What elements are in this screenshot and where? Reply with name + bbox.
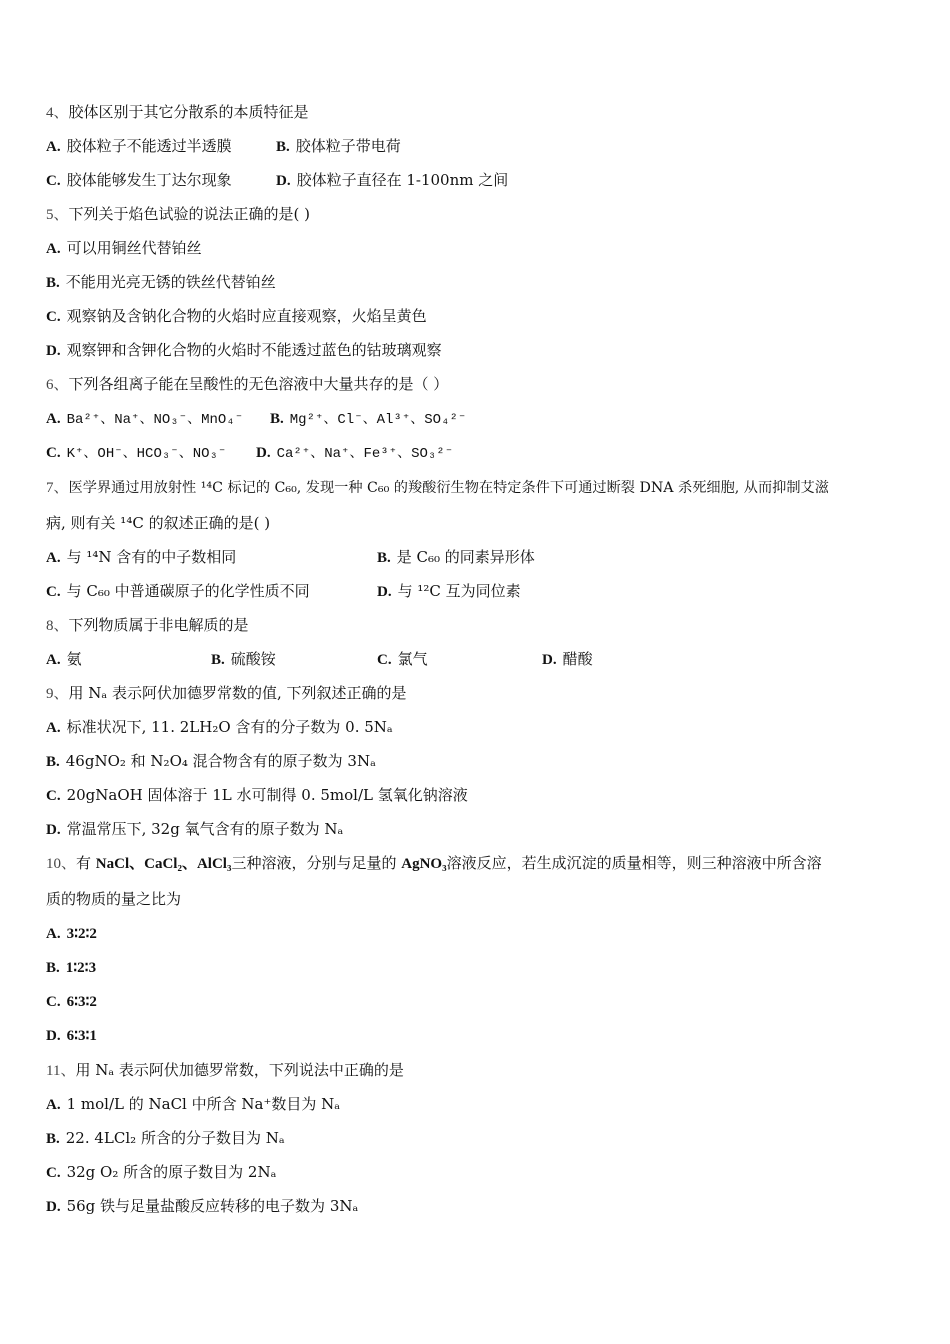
- question-text: 下列物质属于非电解质的是: [68, 616, 249, 634]
- option-text: 56g 铁与足量盐酸反应转移的电子数为 3Nₐ: [66, 1197, 359, 1215]
- question-8-option-c: [377, 649, 428, 670]
- option-text: 1 mol/L 的 NaCl 中所含 Na⁺数目为 Nₐ: [66, 1095, 341, 1113]
- question-11-option-a: [46, 1094, 340, 1115]
- option-text: 20gNaOH 固体溶于 1L 水可制得 0. 5mol/L 氢氧化钠溶液: [66, 786, 468, 804]
- question-number: 9、: [46, 686, 69, 702]
- option-text: 与 C₆₀ 中普通碳原子的化学性质不同: [66, 582, 310, 600]
- option-text: 与 ¹²C 互为同位素: [397, 582, 521, 600]
- option-label: D.: [276, 173, 291, 189]
- question-7-stem-line-1: [46, 477, 829, 498]
- option-text: 硫酸铵: [230, 650, 276, 668]
- compound-list: NaCl、CaCl₂、AlCl₃: [95, 856, 232, 872]
- option-label: A.: [46, 652, 61, 668]
- option-label: B.: [211, 652, 225, 668]
- question-7-option-b: [377, 547, 535, 568]
- question-11-stem: [46, 1060, 404, 1081]
- question-text: 用 Nₐ 表示阿伏加德罗常数的值, 下列叙述正确的是: [68, 684, 407, 702]
- option-label: C.: [46, 309, 61, 325]
- option-text: 3∶2∶2: [66, 926, 97, 942]
- option-text: 氯气: [397, 650, 428, 668]
- option-label: B.: [46, 275, 60, 291]
- option-text: 32g O₂ 所含的原子数目为 2Nₐ: [66, 1163, 277, 1181]
- option-text: Ca²⁺、Na⁺、Fe³⁺、SO₃²⁻: [276, 446, 454, 462]
- question-number: 7、: [46, 480, 69, 496]
- question-6-option-b: [270, 408, 466, 430]
- question-11-option-d: [46, 1196, 358, 1217]
- question-4-option-b: [276, 136, 401, 157]
- question-4-option-c: [46, 170, 232, 191]
- option-label: A.: [46, 550, 61, 566]
- option-label: D.: [46, 1028, 61, 1044]
- question-number: 8、: [46, 618, 69, 634]
- question-7-option-a: [46, 547, 236, 568]
- option-text: 可以用铜丝代替铂丝: [66, 239, 202, 257]
- question-text: 医学界通过用放射性 ¹⁴C 标记的 C₆₀, 发现一种 C₆₀ 的羧酸衍生物在特定条件下可通过断裂 DNA 杀死细胞, 从而抑制艾滋: [68, 480, 829, 496]
- option-label: B.: [46, 1131, 60, 1147]
- option-text: Ba²⁺、Na⁺、NO₃⁻、MnO₄⁻: [66, 412, 244, 428]
- option-label: A.: [46, 241, 61, 257]
- question-6-option-c: [46, 442, 226, 464]
- option-label: C.: [46, 584, 61, 600]
- option-label: D.: [542, 652, 557, 668]
- question-9-option-a: [46, 717, 393, 738]
- question-10-stem-line-1: [46, 853, 822, 874]
- question-text: 病, 则有关 ¹⁴C 的叙述正确的是( ): [46, 514, 271, 532]
- question-4-option-a: [46, 136, 232, 157]
- option-label: B.: [270, 411, 284, 427]
- question-text: 质的物质的量之比为: [46, 890, 182, 908]
- option-text: 不能用光亮无锈的铁丝代替铂丝: [65, 273, 276, 291]
- question-text: 胶体区别于其它分散系的本质特征是: [68, 103, 309, 121]
- question-text: 用 Nₐ 表示阿伏加德罗常数，下列说法中正确的是: [75, 1061, 404, 1079]
- option-label: B.: [276, 139, 290, 155]
- option-text: 胶体粒子直径在 1-100nm 之间: [296, 171, 509, 189]
- question-10-option-a: [46, 923, 97, 944]
- question-5-option-c: [46, 306, 427, 327]
- option-label: D.: [46, 1199, 61, 1215]
- option-label: A.: [46, 139, 61, 155]
- question-10-option-b: [46, 957, 96, 978]
- question-number: 11、: [46, 1063, 76, 1079]
- question-5-option-a: [46, 238, 202, 259]
- option-text: 标准状况下, 11. 2LH₂O 含有的分子数为 0. 5Nₐ: [66, 718, 393, 736]
- option-text: 6∶3∶1: [66, 1028, 97, 1044]
- question-9-option-b: [46, 751, 376, 772]
- option-label: C.: [46, 445, 61, 461]
- option-label: C.: [46, 173, 61, 189]
- option-text: 醋酸: [562, 650, 593, 668]
- question-11-option-c: [46, 1162, 276, 1183]
- question-5-option-d: [46, 340, 442, 361]
- option-label: D.: [377, 584, 392, 600]
- question-10-option-d: [46, 1025, 97, 1046]
- option-text: Mg²⁺、Cl⁻、Al³⁺、SO₄²⁻: [289, 412, 467, 428]
- question-8-option-d: [542, 649, 593, 670]
- option-text: 22. 4LCl₂ 所含的分子数目为 Nₐ: [65, 1129, 285, 1147]
- question-number: 10、: [46, 856, 77, 872]
- option-text: K⁺、OH⁻、HCO₃⁻、NO₃⁻: [66, 446, 227, 462]
- question-number: 4、: [46, 105, 69, 121]
- option-text: 常温常压下, 32g 氧气含有的原子数为 Nₐ: [66, 820, 344, 838]
- option-label: C.: [46, 788, 61, 804]
- option-label: C.: [46, 994, 61, 1010]
- question-4-option-d: [276, 170, 508, 191]
- question-4-stem: [46, 102, 309, 123]
- option-text: 胶体粒子带电荷: [295, 137, 401, 155]
- option-text: 胶体能够发生丁达尔现象: [66, 171, 232, 189]
- question-8-stem: [46, 615, 249, 636]
- option-label: A.: [46, 926, 61, 942]
- question-10-stem-line-2: [46, 889, 181, 909]
- question-7-option-d: [377, 581, 521, 602]
- option-label: B.: [46, 754, 60, 770]
- question-text: 有: [76, 854, 96, 872]
- option-label: A.: [46, 411, 61, 427]
- option-text: 胶体粒子不能透过半透膜: [66, 137, 232, 155]
- option-text: 46gNO₂ 和 N₂O₄ 混合物含有的原子数为 3Nₐ: [65, 752, 376, 770]
- question-9-option-c: [46, 785, 468, 806]
- question-9-stem: [46, 683, 407, 704]
- option-label: B.: [377, 550, 391, 566]
- question-7-option-c: [46, 581, 310, 602]
- question-6-option-d: [256, 442, 453, 464]
- option-text: 1∶2∶3: [65, 960, 97, 976]
- option-label: C.: [377, 652, 392, 668]
- question-8-option-b: [211, 649, 276, 670]
- question-10-option-c: [46, 991, 97, 1012]
- option-label: D.: [46, 343, 61, 359]
- question-9-option-d: [46, 819, 343, 840]
- option-label: A.: [46, 1097, 61, 1113]
- question-5-option-b: [46, 272, 276, 293]
- option-text: 是 C₆₀ 的同素异形体: [396, 548, 535, 566]
- option-label: D.: [256, 445, 271, 461]
- compound-agno3: AgNO₃: [401, 856, 447, 872]
- question-8-option-a: [46, 649, 82, 670]
- option-text: 氨: [66, 650, 82, 668]
- option-label: B.: [46, 960, 60, 976]
- option-text: 观察钾和含钾化合物的火焰时不能透过蓝色的钴玻璃观察: [66, 341, 442, 359]
- option-label: A.: [46, 720, 61, 736]
- option-label: D.: [46, 822, 61, 838]
- question-text: 三种溶液，分别与足量的: [231, 854, 402, 872]
- question-number: 6、: [46, 377, 69, 393]
- question-text: 下列关于焰色试验的说法正确的是( ): [68, 205, 310, 223]
- question-5-stem: [46, 204, 310, 225]
- question-6-option-a: [46, 408, 243, 430]
- question-number: 5、: [46, 207, 69, 223]
- question-11-option-b: [46, 1128, 285, 1149]
- option-label: C.: [46, 1165, 61, 1181]
- question-7-stem-line-2: [46, 513, 270, 533]
- question-6-stem: [46, 374, 448, 395]
- question-text: 下列各组离子能在呈酸性的无色溶液中大量共存的是（ ）: [68, 375, 449, 393]
- option-text: 6∶3∶2: [66, 994, 97, 1010]
- option-text: 与 ¹⁴N 含有的中子数相同: [66, 548, 237, 566]
- question-text: 溶液反应，若生成沉淀的质量相等，则三种溶液中所含溶: [446, 854, 822, 872]
- option-text: 观察钠及含钠化合物的火焰时应直接观察，火焰呈黄色: [66, 307, 427, 325]
